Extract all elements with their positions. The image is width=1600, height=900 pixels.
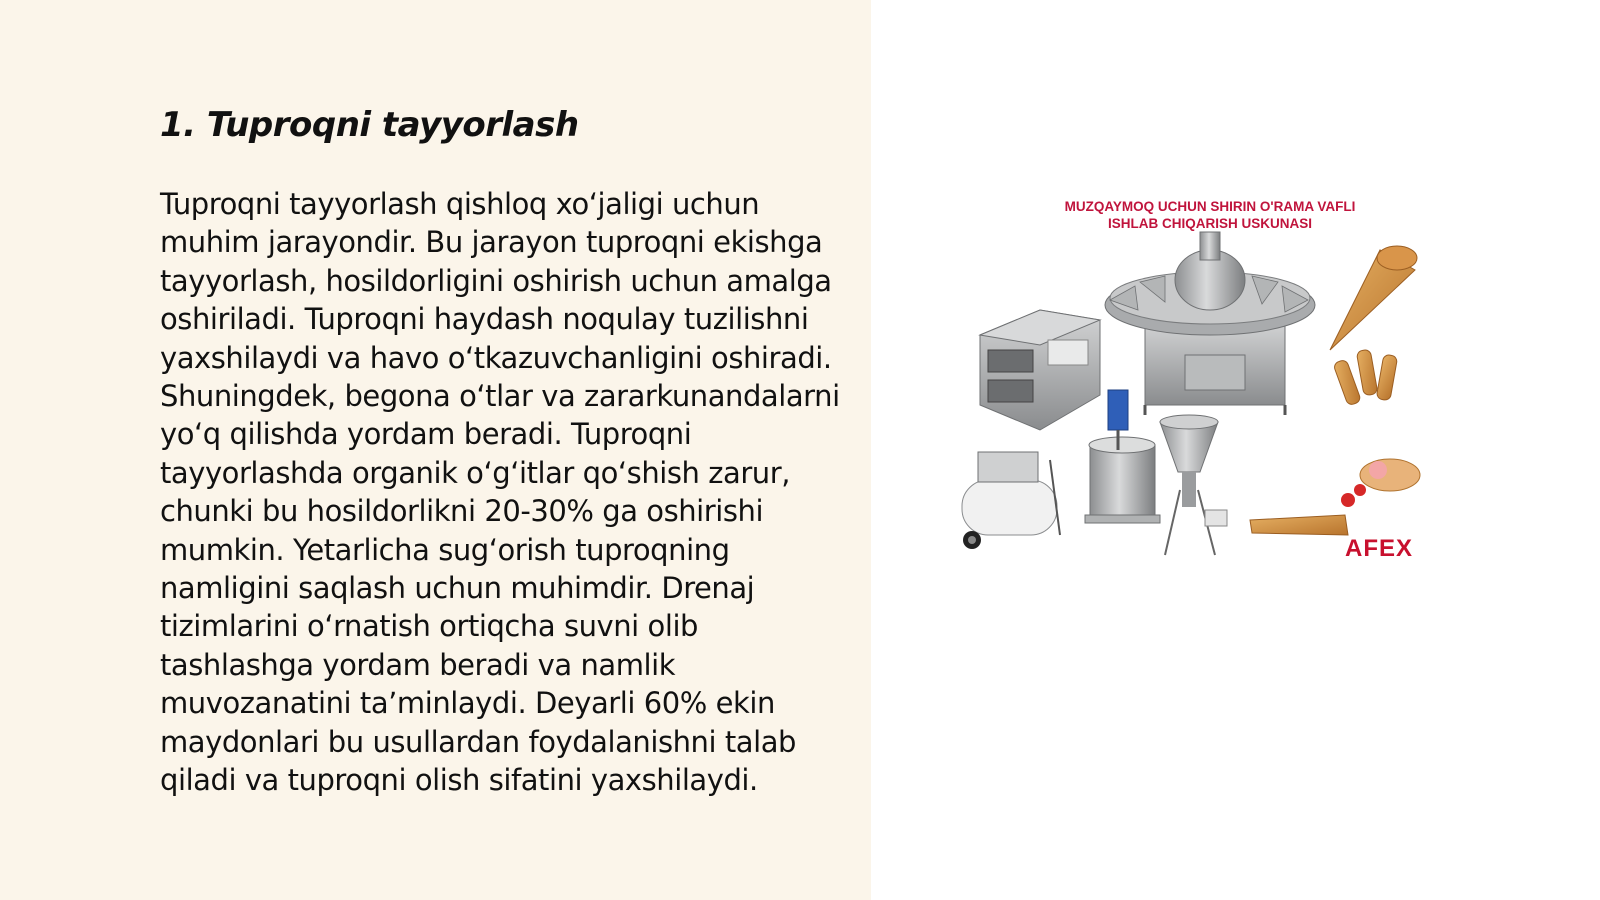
equipment-image: [960, 190, 1460, 575]
caption-line-1: MUZQAYMOQ UCHUN SHIRIN O'RAMA VAFLI: [1064, 199, 1356, 214]
slide-heading: 1. Tuproqni tayyorlash: [160, 105, 579, 145]
equipment-illustration: [960, 190, 1460, 575]
logo-text: AFEX: [1345, 535, 1414, 562]
caption-line-2: ISHLAB CHIQARISH USKUNASI: [1107, 216, 1312, 231]
air-compressor: [962, 452, 1060, 549]
rotary-waffle-machine: [1105, 232, 1315, 415]
equipment-caption: [960, 198, 1460, 232]
slide-paragraph: Tuproqni tayyorlash qishloq xo‘jaligi uchun muhim jarayondir. Bu jarayon tuproqni ekishga tayyorlash, hosildorligini oshirish uchun amalga oshiriladi. Tuproqni haydash noqulay tuzilishni yaxshilaydi va havo o‘tkazuvchanligini oshiradi. Shuningdek, begona o‘tlar va zararkunandalarni yo‘q qilishda yordam beradi. Tuproqni tayyorlashda organik o‘g‘itlar qo‘shish zarur, chunki bu hosildorlikni 20-30% ga oshirishi mumkin. Yetarlicha sug‘orish tuproqning namligini saqlash uchun muhimdir. Drenaj tizimlarini o‘rnatish ortiqcha suvni olib tashlashga yordam beradi va namlik muvozanatini ta’minlaydi. Deyarli 60% ekin maydonlari bu usullardan foydalanishni talab qiladi va tuproqni olish sifatini yaxshilaydi.: [160, 187, 840, 798]
cabinet-machine: [980, 310, 1100, 430]
batter-hopper: [1160, 415, 1227, 555]
afex-logo: [1345, 535, 1413, 563]
batter-mixer: [1085, 390, 1160, 523]
